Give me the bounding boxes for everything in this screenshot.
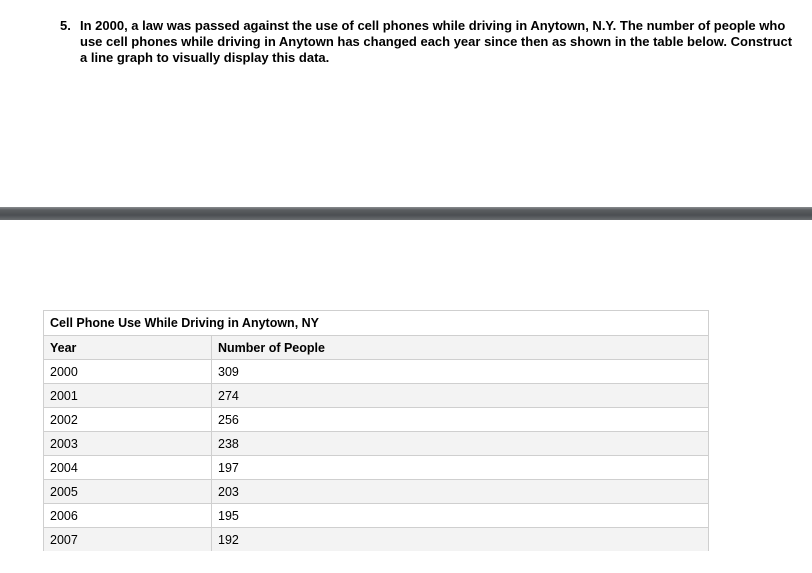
year-cell: 2007: [44, 528, 212, 552]
count-cell: 274: [212, 384, 709, 408]
table-title: Cell Phone Use While Driving in Anytown, NY: [44, 311, 709, 336]
table-row: [44, 360, 709, 384]
count-cell: 195: [212, 504, 709, 528]
table-row: [44, 408, 709, 432]
year-cell: 2005: [44, 480, 212, 504]
column-header-number-of-people: Number of People: [212, 336, 709, 360]
table-row: [44, 480, 709, 504]
question-number: 5.: [60, 18, 71, 33]
column-header-year: Year: [44, 336, 212, 360]
year-cell: 2002: [44, 408, 212, 432]
table-header-row: [44, 336, 709, 360]
year-cell: 2000: [44, 360, 212, 384]
page-divider: [0, 207, 812, 220]
year-cell: 2006: [44, 504, 212, 528]
question-text: In 2000, a law was passed against the use of cell phones while driving in Anytown, N.Y. The number of people who use cell phones while driving in Anytown has changed each year since then as shown in the table below. Construct a line graph to visually display this data.: [80, 18, 793, 65]
count-cell: 197: [212, 456, 709, 480]
table-row: [44, 384, 709, 408]
year-cell: 2004: [44, 456, 212, 480]
count-cell: 309: [212, 360, 709, 384]
count-cell: 238: [212, 432, 709, 456]
year-cell: 2003: [44, 432, 212, 456]
count-cell: 256: [212, 408, 709, 432]
table-row: [44, 432, 709, 456]
table-row: [44, 504, 709, 528]
count-cell: 192: [212, 528, 709, 552]
table-title-row: [44, 311, 709, 336]
data-table: [43, 310, 709, 551]
table-row: [44, 528, 709, 552]
year-cell: 2001: [44, 384, 212, 408]
question-block: [60, 18, 800, 66]
count-cell: 203: [212, 480, 709, 504]
table-row: [44, 456, 709, 480]
